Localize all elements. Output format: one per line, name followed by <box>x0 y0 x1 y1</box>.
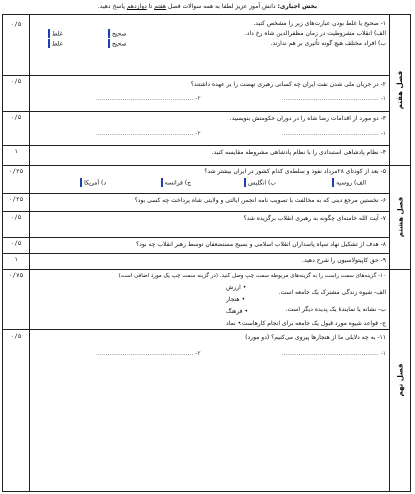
score-q3: ۰/۵ <box>10 114 22 121</box>
q5-option-a[interactable] <box>332 179 366 188</box>
match-left-option-3[interactable]: • فرهنگ <box>226 308 248 316</box>
question-6-text: ۶- نخستین مرجع دینی که به مخالفت با تصویب نامه انجمن ایالتی و ولایتی شاه پرداخت چه کسی بود؟ <box>134 197 386 204</box>
score-q6: ۰/۲۵ <box>8 196 24 203</box>
answer-line-2: ۲- ................................................... <box>96 95 201 102</box>
header-instruction-part3: پاسخ دهید. <box>97 3 127 10</box>
answer-line-1: ۱- ................................................... <box>281 350 386 357</box>
q1a-true-option[interactable] <box>108 30 127 39</box>
question-1-statement-a: الف) انقلاب مشروطیت در زمان مظفرالدین شاه رخ داد. <box>244 30 386 37</box>
answer-line-1: ۱- ................................................... <box>281 95 386 102</box>
section-label-ch7: فصل هفتم <box>396 70 404 110</box>
header-instruction-part2: تا <box>146 3 155 10</box>
score-q5: ۰/۲۵ <box>8 168 24 175</box>
question-1-statement-b: ب) افراد مختلف هیچ گونه تأثیری بر هم ندارند. <box>270 40 386 47</box>
question-1-text: ۱- صحیح یا غلط بودن عبارت‌های زیر را مشخص کنید. <box>253 20 386 27</box>
question-8 <box>36 241 386 253</box>
checkbox[interactable] <box>244 178 246 187</box>
option-c-label: ج) فرانسه <box>164 179 191 187</box>
question-11-text: ۱۱- به چه دلایلی ما از هنجارها پیروی می‌کنیم؟ (دو مورد) <box>245 334 386 341</box>
q1b-false-option[interactable] <box>48 40 63 49</box>
score-q7: ۰/۵ <box>10 214 22 221</box>
checkbox[interactable] <box>108 29 110 38</box>
option-a-label: الف) روسیه <box>336 179 366 187</box>
score-q1: ۰/۵ <box>10 21 22 28</box>
row-divider <box>3 237 390 238</box>
row-divider <box>3 145 390 146</box>
checkbox[interactable] <box>80 178 82 187</box>
q5-option-c[interactable] <box>161 179 191 188</box>
section-label-ch9: فصل نهم <box>396 363 404 397</box>
question-5 <box>36 168 386 190</box>
match-left-option-2[interactable]: • هنجار <box>226 296 245 304</box>
question-11 <box>36 334 386 364</box>
header-chapter-end: دوازدهم <box>126 3 147 10</box>
match-right-item-b: ب- نشانه یا نمایندۀ یک پدیده دیگر است. <box>285 306 386 313</box>
row-divider <box>3 193 390 194</box>
question-9 <box>36 257 386 269</box>
question-1 <box>36 20 386 54</box>
answer-line[interactable] <box>36 95 386 103</box>
option-d-label: د) آمریکا <box>84 179 106 187</box>
question-10-text: ۱۰- گزینه‌های سمت راست را به گزینه‌های مربوطه سمت چپ وصل کنید. (در گزینه سمت چپ یک مورد اضافی است) <box>118 273 386 279</box>
q1b-true-option[interactable] <box>108 40 127 49</box>
score-q9: ۱ <box>14 256 18 263</box>
question-4 <box>36 149 386 163</box>
score-q2: ۰/۵ <box>10 78 22 85</box>
question-2-text: ۲- در جریان ملی شدن نفت ایران چه کسانی رهبری نهضت را بر عهده داشتند؟ <box>190 81 386 88</box>
question-9-text: ۹- حق کاپیتولاسیون را شرح دهید. <box>302 257 386 264</box>
question-10 <box>36 272 386 328</box>
header-title: بخش اجباری: <box>277 3 318 10</box>
question-6 <box>36 197 386 209</box>
checkbox[interactable] <box>48 29 50 38</box>
question-3 <box>36 115 386 141</box>
section-divider <box>3 269 410 270</box>
row-divider <box>3 111 390 112</box>
match-left-option-1[interactable]: • ارزش <box>226 284 246 292</box>
answer-line[interactable] <box>36 130 386 138</box>
question-1-item-b <box>36 40 386 48</box>
question-4-text: ۴- نظام پادشاهی استبدادی را با نظام پادشاهی مشروطه مقایسه کنید. <box>211 149 386 156</box>
checkbox[interactable] <box>332 178 334 187</box>
question-7-text: ۷- آیت الله خامنه‌ای چگونه به رهبری انقلاب برگزیده شد؟ <box>243 215 386 222</box>
section-divider <box>3 165 410 166</box>
match-right-item-c: ج- قواعد شیوه مورد قبول یک جامعه برای انجام کارهاست. <box>239 320 386 327</box>
q5-option-d[interactable] <box>80 179 106 188</box>
exam-instruction-header <box>0 0 415 13</box>
q5-option-b[interactable] <box>244 179 276 188</box>
question-2 <box>36 81 386 107</box>
answer-line[interactable] <box>36 350 386 358</box>
checkbox[interactable] <box>161 178 163 187</box>
true-label: صحیح <box>112 40 127 48</box>
score-q8: ۰/۵ <box>10 240 22 247</box>
question-table <box>2 14 411 492</box>
question-5-text: ۵- بعد از کودتای ۲۸مرداد نفوذ و سلطه‌ی کدام کشور در ایران بیشتر شد؟ <box>204 168 386 175</box>
true-label: صحیح <box>112 30 127 38</box>
answer-line-2: ۲- ................................................... <box>96 350 201 357</box>
match-right-item-a: الف- شیوه زندگی مشترک یک جامعه است. <box>278 289 386 296</box>
option-b-label: ب) انگلیس <box>248 179 276 187</box>
question-3-text: ۳- دو مورد از اقدامات رضا شاه را در دوران حکومتش بنویسید. <box>229 115 386 122</box>
score-q4: ۱ <box>14 148 18 155</box>
header-chapter-start: هفتم <box>154 3 167 10</box>
header-instruction-part1: دانش آموز عزیز لطفا به همه سوالات فصل <box>166 3 278 10</box>
answer-line-1: ۱- ................................................... <box>281 130 386 137</box>
match-left-option-4[interactable]: • نماد <box>226 320 241 328</box>
score-q10: ۰/۷۵ <box>8 272 24 279</box>
row-divider <box>3 211 390 212</box>
false-label: غلط <box>52 40 63 48</box>
score-q11: ۰/۵ <box>10 333 22 340</box>
question-1-item-a <box>36 30 386 38</box>
q1a-false-option[interactable] <box>48 30 63 39</box>
row-divider <box>3 329 390 330</box>
section-label-ch8: فصل هشتم <box>396 196 404 238</box>
answer-line-2: ۲- ................................................... <box>96 130 201 137</box>
question-8-text: ۸- هدف از تشکیل نهاد سپاه پاسداران انقلاب اسلامی و بسیج مستضعفان توسط رهبر انقلاب چه بود؟ <box>135 241 386 248</box>
false-label: غلط <box>52 30 63 38</box>
question-7 <box>36 215 386 235</box>
row-divider <box>3 75 390 76</box>
checkbox[interactable] <box>108 39 110 48</box>
checkbox[interactable] <box>48 39 50 48</box>
row-divider <box>3 253 390 254</box>
